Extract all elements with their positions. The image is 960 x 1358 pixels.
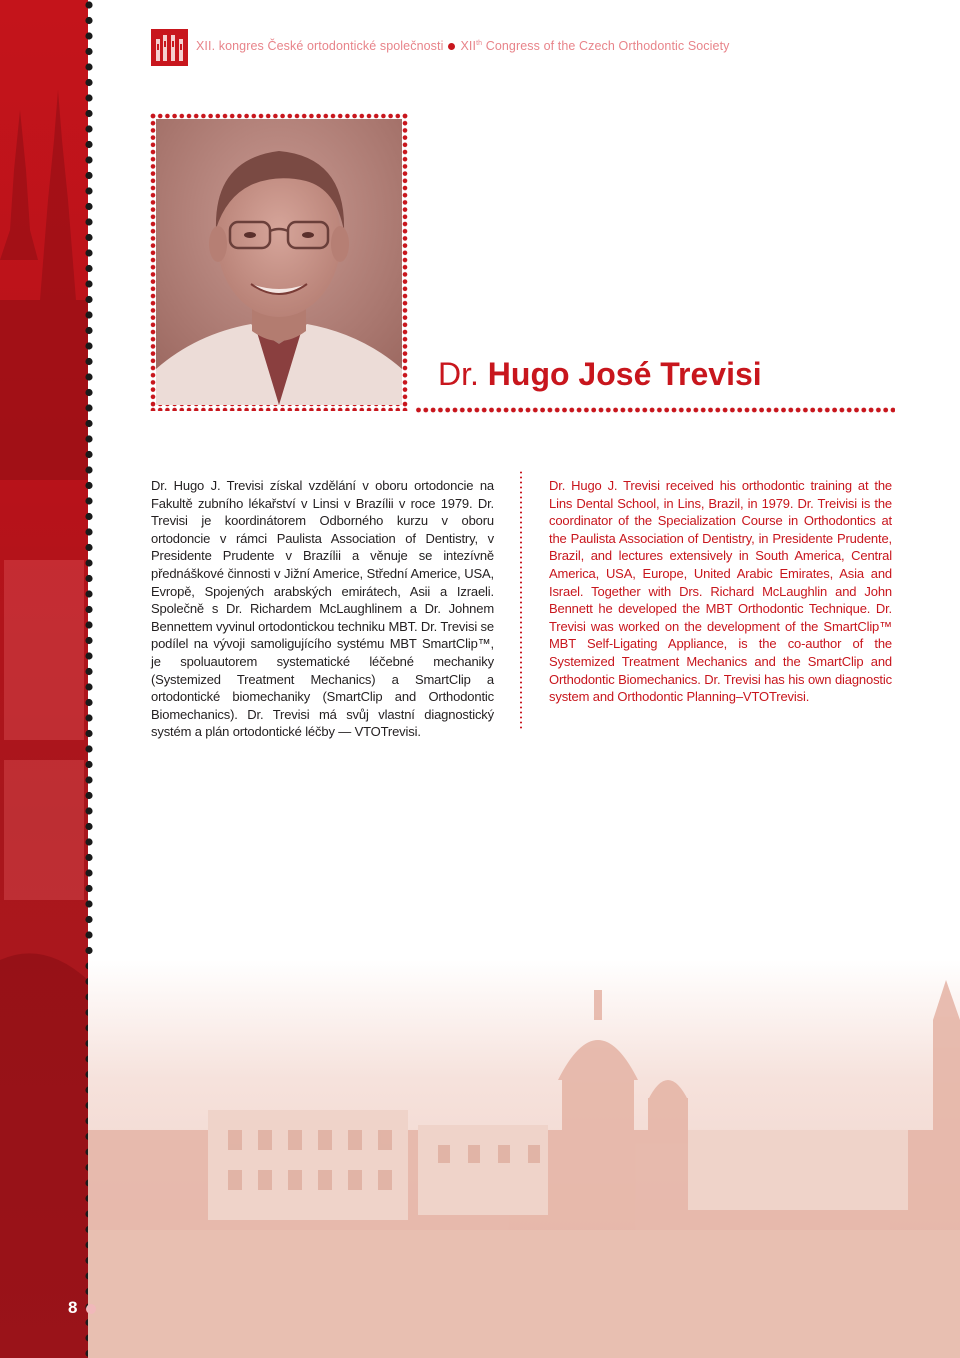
portrait-photo	[156, 119, 402, 405]
page-number-dot-icon	[86, 1304, 96, 1314]
city-silhouette-left	[0, 0, 88, 1358]
bio-english: Dr. Hugo J. Trevisi received his orthodontic training at the Lins Dental School, in Lins, Brazil, in 1979. Dr. Treivisi is the coordinator of the Specialization Course in Orthodontics at the Paulista Association of Dentistry, in Presidente Prudente, Brazil, and lectures extensively in South America, Central America, USA, Europe, United Arabic Emirates, Asia and Israel. Together with Drs. Richard McLaughlin and John Bennett he developed the MBT Orthodontic Technique. Dr. Trevisi was worked on the development of the SmartClip™ MBT Self-Ligating Appliance, is the co-author of the Systemized Treatment Mechanics and the SmartClip and Orthodontic Biomechanics. Dr. Trevisi has his own diagnostic system and Orthodontic Planning–VTOTrevisi.	[549, 478, 892, 705]
header-bullet-icon	[448, 43, 455, 50]
bio-czech: Dr. Hugo J. Trevisi získal vzdělání v oboru ortodoncie na Fakultě zubního lékařství v Linsi v Brazílii v roce 1979. Dr. Trevisi je koordinátorem Odborného kurzu v oboru ortodoncie v rámci Paulista Association of Dentistry, v Presidente Prudente v Brazílii a věnuje se intezívně přednáškové činnosti v Jižní Americe, Střední Americe, USA, Evropě, Spojených arabských emirátech, Asii a Izraeli. Společně s Dr. Richardem McLaughlinem a Dr. Johnem Bennettem vyvinul ortodontickou techniku MBT. Dr. Trevisi se podílel na vývoji samoligujícího systému MBT SmartClip™, je spoluautorem systematické léčebné mechaniky (Systemized Treatment Mechanics) a SmartClip a ortodontické biomechaniky (SmartClip and Orthodontic Biomechanics). Dr. Trevisi má svůj vlastní diagnostický systém a plán ortodontické léčby — VTOTrevisi.	[151, 478, 494, 740]
header-text-cz: XII. kongres České ortodontické společnosti	[196, 39, 444, 53]
speaker-name: Hugo José Trevisi	[487, 356, 762, 392]
name-prefix: Dr.	[438, 356, 479, 392]
speaker-name-title	[438, 356, 762, 393]
side-decoration-strip	[0, 0, 88, 1358]
page-number: 8	[68, 1298, 78, 1317]
header-text-en-suffix: Congress of the Czech Orthodontic Society	[485, 39, 730, 53]
column-dotted-divider	[520, 470, 522, 730]
congress-logo	[151, 29, 188, 66]
congress-header	[196, 39, 730, 53]
title-dotted-rule	[415, 405, 895, 415]
header-text-en-sup: th	[476, 39, 483, 47]
city-watermark	[88, 960, 960, 1358]
header-text-en-prefix: XII	[460, 39, 477, 53]
